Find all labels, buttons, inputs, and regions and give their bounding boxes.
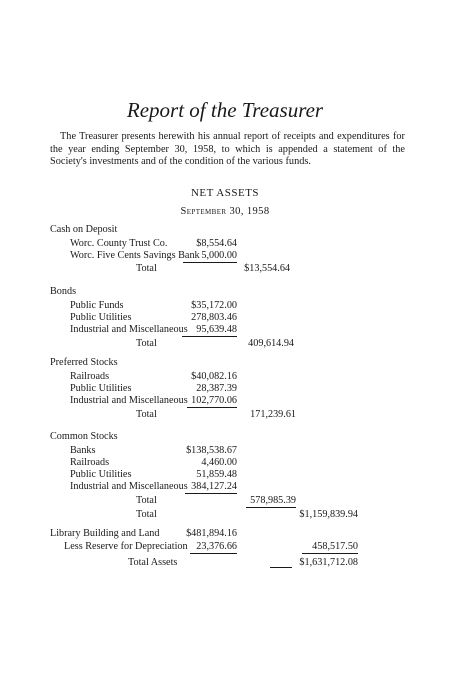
total-amount: 409,614.94 [248, 338, 294, 349]
total-amount: $13,554.64 [244, 263, 290, 274]
preferred-section-label-row [0, 356, 450, 369]
intro-paragraph: The Treasurer presents herewith his annual report of receipts and expenditures for the year ending September 30, 1958, to which is appended a statement of the Society's investments and of the condition of the various funds. [50, 131, 405, 168]
library-net-amount: 458,517.50 [302, 540, 358, 554]
total-assets-row [0, 556, 450, 569]
ledger-row [0, 323, 450, 336]
grand-total-amount: $1,159,839.94 [299, 509, 358, 520]
item-label: Public Utilities [70, 383, 132, 394]
item-label: Railroads [70, 457, 110, 468]
library-amount: $481,894.16 [186, 528, 237, 539]
item-amount: $8,554.64 [196, 238, 237, 249]
total-assets-amount: $1,631,712.08 [299, 557, 358, 568]
item-label: Worc. County Trust Co. [70, 238, 168, 249]
item-label: Industrial and Miscellaneous [70, 324, 188, 335]
item-label: Public Funds [70, 300, 124, 311]
total-row [0, 494, 450, 507]
reserve-label: Less Reserve for Depreciation [64, 541, 188, 552]
section-label: Preferred Stocks [50, 357, 118, 368]
item-label: Public Utilities [70, 469, 132, 480]
total-assets-label: Total Assets [128, 557, 178, 568]
total-label: Total [136, 338, 157, 349]
library-row [0, 527, 450, 540]
library-label: Library Building and Land [50, 528, 160, 539]
grand-total-row [0, 508, 450, 521]
ledger-row [0, 249, 450, 262]
item-amount: 102,770.06 [187, 394, 237, 408]
item-amount: 51,859.48 [196, 469, 237, 480]
reserve-amount: 23,376.66 [190, 540, 237, 554]
item-amount: $35,172.00 [191, 300, 237, 311]
bonds-section-label-row [0, 285, 450, 298]
total-row [0, 262, 450, 275]
total-label: Total [136, 495, 157, 506]
item-amount: $40,082.16 [191, 371, 237, 382]
common-section-label-row [0, 430, 450, 443]
ledger-row [0, 394, 450, 407]
total-amount: 578,985.39 [246, 494, 296, 508]
section-label: Common Stocks [50, 431, 118, 442]
section-label: Bonds [50, 286, 77, 297]
reserve-row [0, 540, 450, 553]
page-title: Report of the Treasurer [126, 98, 324, 122]
item-amount: 278,803.46 [191, 312, 237, 323]
item-amount: 384,127.24 [185, 480, 237, 494]
item-amount: 95,639.48 [182, 323, 237, 337]
item-amount: 5,000.00 [183, 249, 237, 263]
item-label: Industrial and Miscellaneous [70, 481, 188, 492]
total-row [0, 408, 450, 421]
total-amount: 171,239.61 [250, 409, 296, 420]
item-label: Industrial and Miscellaneous [70, 395, 188, 406]
item-amount: 28,387.39 [196, 383, 237, 394]
item-label: Railroads [70, 371, 110, 382]
grand-total-label: Total [136, 509, 157, 520]
item-amount: $138,538.67 [186, 445, 237, 456]
ledger-row [0, 480, 450, 493]
net-assets-heading: NET ASSETS [190, 187, 260, 199]
cash-section-label-row [0, 223, 450, 236]
item-label: Banks [70, 445, 96, 456]
rule [270, 567, 292, 568]
total-label: Total [136, 409, 157, 420]
item-label: Public Utilities [70, 312, 132, 323]
total-label: Total [136, 263, 157, 274]
item-amount: 4,460.00 [201, 457, 237, 468]
statement-date: September 30, 1958 [180, 206, 270, 217]
item-label: Worc. Five Cents Savings Bank [70, 250, 200, 261]
section-label: Cash on Deposit [50, 224, 118, 235]
total-row [0, 337, 450, 350]
